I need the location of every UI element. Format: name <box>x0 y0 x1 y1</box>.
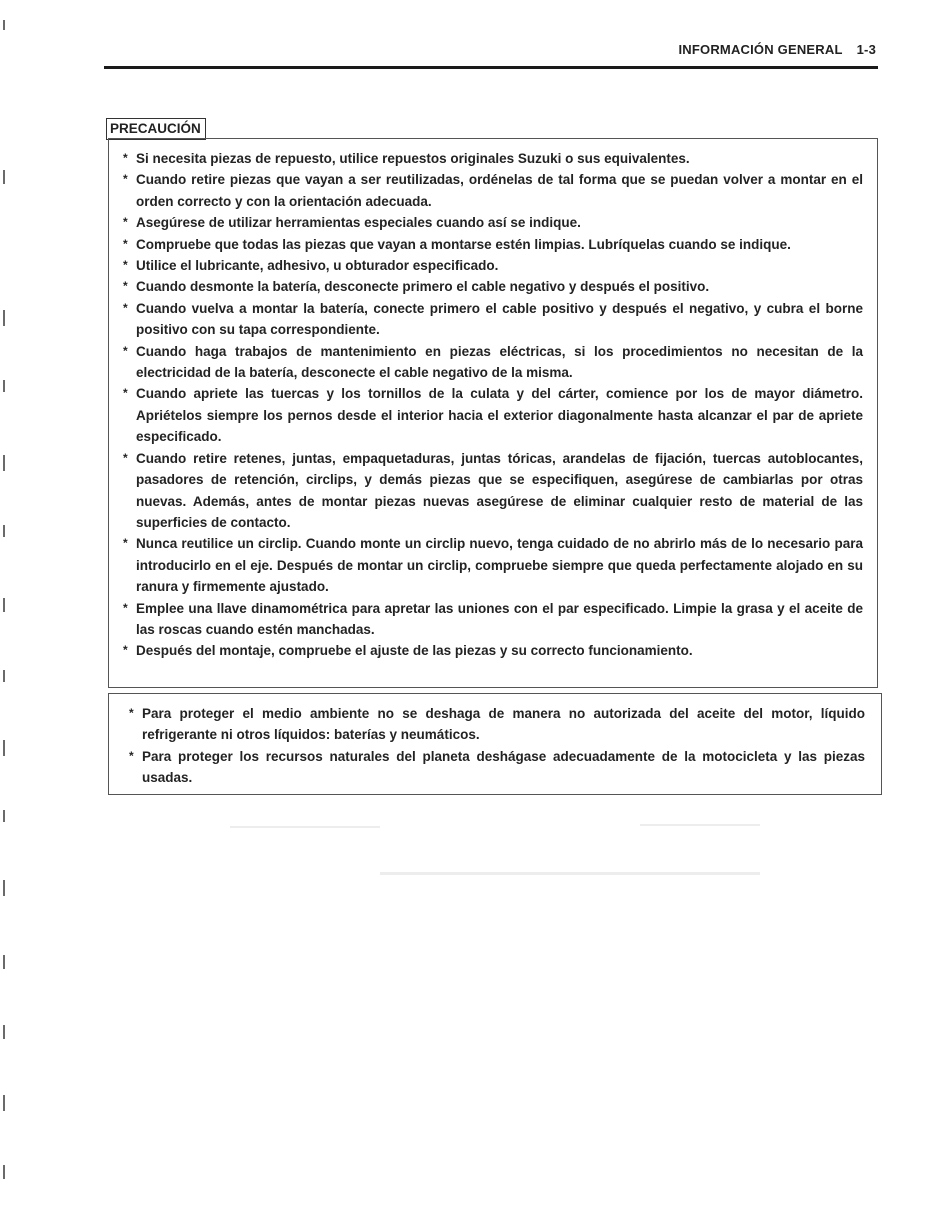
environment-item <box>129 703 865 746</box>
caution-box <box>108 138 878 688</box>
caution-item <box>123 298 863 341</box>
bullet-asterisk: * <box>123 236 128 251</box>
caution-item-text: Cuando retire piezas que vayan a ser reutilizadas, ordénelas de tal forma que se puedan volver a montar en el orden correcto y con la orientación adecuada. <box>136 172 863 209</box>
show-through-mark <box>230 826 380 828</box>
edge-mark <box>3 810 5 822</box>
caution-item-text: Cuando vuelva a montar la batería, conecte primero el cable positivo y después el negativo, y cubra el borne positivo con su tapa correspondiente. <box>136 300 863 338</box>
bullet-asterisk: * <box>123 643 128 658</box>
bullet-asterisk: * <box>123 300 128 315</box>
bullet-asterisk: * <box>123 151 128 165</box>
bullet-asterisk: * <box>123 600 128 615</box>
environment-item-text: Para proteger el medio ambiente no se deshaga de manera no autorizada del aceite del motor, líquido refrigerante ni otros líquidos: baterías y neumáticos. <box>142 706 865 743</box>
environment-box <box>108 693 882 795</box>
bullet-asterisk: * <box>123 215 128 230</box>
caution-item-text: Emplee una llave dinamométrica para apretar las uniones con el par especificado. Limpie la grasa y el aceite de las roscas cuando estén manchadas. <box>136 600 863 637</box>
edge-mark <box>3 955 5 969</box>
bullet-asterisk: * <box>123 258 128 273</box>
edge-mark <box>3 455 5 471</box>
environment-item-text: Para proteger los recursos naturales del planeta deshágase adecuadamente de la motocicleta y las piezas usadas. <box>142 748 865 786</box>
bullet-asterisk: * <box>123 343 128 358</box>
bullet-asterisk: * <box>123 536 128 551</box>
page-number: 1-3 <box>856 42 876 57</box>
header-rule <box>104 66 878 69</box>
bullet-asterisk: * <box>123 386 128 401</box>
bullet-asterisk: * <box>129 748 134 763</box>
caution-item <box>123 255 863 276</box>
caution-item <box>123 234 863 255</box>
caution-item <box>123 598 863 641</box>
caution-item-text: Cuando desmonte la batería, desconecte primero el cable negativo y después el positivo. <box>136 279 710 295</box>
edge-mark <box>3 880 5 896</box>
caution-item <box>123 533 863 597</box>
edge-mark <box>3 670 5 682</box>
header-text <box>678 42 876 57</box>
caution-item-text: Después del montaje, compruebe el ajuste de las piezas y su correcto funcionamiento. <box>136 643 693 659</box>
scan-edge-marks <box>0 0 14 1210</box>
page-header <box>104 38 878 70</box>
caution-item <box>123 640 863 661</box>
caution-item <box>123 212 863 233</box>
caution-item-text: Cuando retire retenes, juntas, empaquetaduras, juntas tóricas, arandelas de fijación, tuercas autoblocantes, pasadores de retención, circlips, y demás piezas que se especifiquen, asegúrese de cambiarlas por otras nuevas. Además, antes de montar piezas nuevas asegúrese de eliminar cualquier resto de material de las superficies de contacto. <box>136 450 863 530</box>
caution-item <box>123 276 863 297</box>
section-title: INFORMACIÓN GENERAL <box>678 42 843 57</box>
edge-mark <box>3 1165 5 1179</box>
show-through-mark <box>380 872 760 875</box>
caution-item-text: Si necesita piezas de repuesto, utilice repuestos originales Suzuki o sus equivalentes. <box>136 151 690 166</box>
edge-mark <box>3 310 5 326</box>
edge-mark <box>3 525 5 537</box>
caution-label: PRECAUCIÓN <box>106 118 206 140</box>
show-through-mark <box>640 824 760 826</box>
caution-item-text: Cuando apriete las tuercas y los tornillos de la culata y del cárter, comience por los de mayor diámetro. Apriételos siempre los pernos desde el interior hacia el exterior diagonalmente hasta alcanzar el par de apriete especificado. <box>136 386 863 445</box>
edge-mark <box>3 740 5 756</box>
caution-item-text: Utilice el lubricante, adhesivo, u obturador especificado. <box>136 258 499 274</box>
edge-mark <box>3 598 5 612</box>
caution-item-text: Cuando haga trabajos de mantenimiento en piezas eléctricas, si los procedimientos no necesitan de la electricidad de la batería, desconecte el cable negativo de la misma. <box>136 343 863 381</box>
caution-item <box>123 383 863 447</box>
edge-mark <box>3 380 5 392</box>
edge-mark <box>3 170 5 184</box>
caution-item <box>123 169 863 212</box>
bullet-asterisk: * <box>123 172 128 187</box>
edge-mark <box>3 20 5 30</box>
caution-item <box>123 341 863 384</box>
caution-item <box>123 148 863 169</box>
caution-item-text: Nunca reutilice un circlip. Cuando monte un circlip nuevo, tenga cuidado de no abrirlo más de lo necesario para introducirlo en el eje. Después de montar un circlip, compruebe siempre que queda perfectamente alojado en su ranura y firmemente ajustado. <box>136 536 863 595</box>
caution-item-text: Compruebe que todas las piezas que vayan a montarse estén limpias. Lubríquelas cuando se indique. <box>136 236 791 252</box>
bullet-asterisk: * <box>129 706 134 720</box>
caution-item <box>123 448 863 534</box>
bullet-asterisk: * <box>123 450 128 465</box>
caution-item-text: Asegúrese de utilizar herramientas especiales cuando así se indique. <box>136 215 581 231</box>
edge-mark <box>3 1095 5 1111</box>
edge-mark <box>3 1025 5 1039</box>
bullet-asterisk: * <box>123 279 128 294</box>
environment-item <box>129 746 865 789</box>
